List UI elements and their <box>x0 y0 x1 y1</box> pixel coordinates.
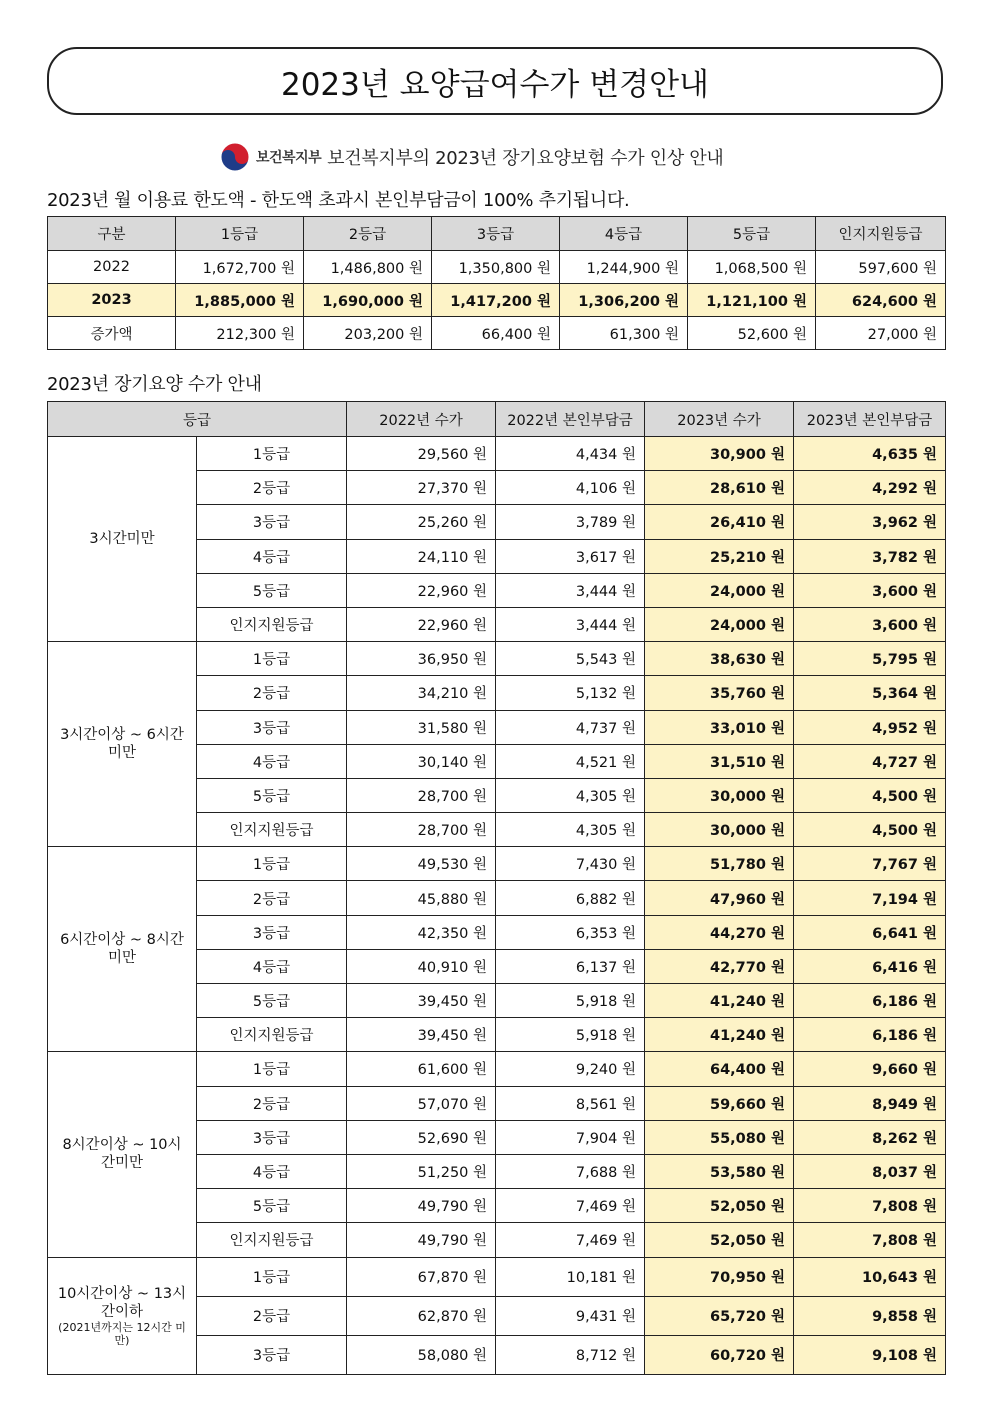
grade-cell: 3등급 <box>197 915 347 949</box>
column-header: 2023년 수가 <box>645 402 794 437</box>
amount-cell: 44,270 원 <box>645 915 794 949</box>
ministry-name: 보건복지부 <box>256 150 322 166</box>
amount-cell: 8,262 원 <box>794 1120 946 1154</box>
grade-cell: 인지지원등급 <box>197 1223 347 1257</box>
amount-cell: 39,450 원 <box>347 1018 496 1052</box>
duration-note: (2021년까지는 12시간 미만) <box>58 1320 186 1347</box>
grade-cell: 2등급 <box>197 1296 347 1335</box>
amount-cell: 47,960 원 <box>645 881 794 915</box>
amount-cell: 8,949 원 <box>794 1086 946 1120</box>
amount-cell: 57,070 원 <box>347 1086 496 1120</box>
amount-cell: 4,521 원 <box>496 744 645 778</box>
grade-cell: 1등급 <box>197 847 347 881</box>
duration-label: 3시간이상 ~ 6시간미만 <box>60 727 184 762</box>
monthly-limit-table <box>47 216 946 350</box>
grade-cell: 3등급 <box>197 505 347 539</box>
duration-group-label <box>48 1052 197 1257</box>
ministry-banner <box>220 140 724 174</box>
grade-cell: 인지지원등급 <box>197 813 347 847</box>
amount-cell: 30,000 원 <box>645 778 794 812</box>
title-box <box>47 47 943 115</box>
amount-cell: 62,870 원 <box>347 1296 496 1335</box>
table-row <box>48 437 946 471</box>
amount-cell: 41,240 원 <box>645 1018 794 1052</box>
amount-cell: 1,885,000 원 <box>176 284 304 317</box>
amount-cell: 26,410 원 <box>645 505 794 539</box>
row-label: 2022 <box>48 251 176 284</box>
grade-cell: 3등급 <box>197 1120 347 1154</box>
amount-cell: 33,010 원 <box>645 710 794 744</box>
table-row <box>48 251 946 284</box>
amount-cell: 4,292 원 <box>794 471 946 505</box>
column-header: 3등급 <box>432 217 560 251</box>
amount-cell: 22,960 원 <box>347 607 496 641</box>
column-header: 등급 <box>48 402 347 437</box>
amount-cell: 35,760 원 <box>645 676 794 710</box>
grade-cell: 1등급 <box>197 642 347 676</box>
amount-cell: 55,080 원 <box>645 1120 794 1154</box>
grade-cell: 1등급 <box>197 1052 347 1086</box>
amount-cell: 28,700 원 <box>347 813 496 847</box>
column-header: 5등급 <box>688 217 816 251</box>
amount-cell: 42,770 원 <box>645 949 794 983</box>
amount-cell: 38,630 원 <box>645 642 794 676</box>
amount-cell: 6,882 원 <box>496 881 645 915</box>
row-label: 2023 <box>48 284 176 317</box>
amount-cell: 66,400 원 <box>432 317 560 350</box>
grade-cell: 2등급 <box>197 881 347 915</box>
amount-cell: 4,952 원 <box>794 710 946 744</box>
amount-cell: 25,210 원 <box>645 539 794 573</box>
amount-cell: 5,132 원 <box>496 676 645 710</box>
amount-cell: 5,918 원 <box>496 984 645 1018</box>
amount-cell: 5,795 원 <box>794 642 946 676</box>
table-row <box>48 1052 946 1086</box>
amount-cell: 29,560 원 <box>347 437 496 471</box>
table-row <box>48 317 946 350</box>
amount-cell: 6,137 원 <box>496 949 645 983</box>
amount-cell: 61,600 원 <box>347 1052 496 1086</box>
duration-group-label <box>48 437 197 642</box>
taegeuk-emblem-icon <box>220 142 250 172</box>
amount-cell: 53,580 원 <box>645 1154 794 1188</box>
amount-cell: 52,600 원 <box>688 317 816 350</box>
grade-cell: 4등급 <box>197 949 347 983</box>
duration-label: 10시간이상 ~ 13시간이하 <box>57 1285 187 1320</box>
amount-cell: 30,000 원 <box>645 813 794 847</box>
amount-cell: 52,050 원 <box>645 1223 794 1257</box>
amount-cell: 59,660 원 <box>645 1086 794 1120</box>
amount-cell: 58,080 원 <box>347 1335 496 1374</box>
duration-label: 6시간이상 ~ 8시간미만 <box>60 932 184 967</box>
amount-cell: 1,672,700 원 <box>176 251 304 284</box>
amount-cell: 212,300 원 <box>176 317 304 350</box>
amount-cell: 7,469 원 <box>496 1223 645 1257</box>
table-row <box>48 847 946 881</box>
amount-cell: 30,140 원 <box>347 744 496 778</box>
amount-cell: 5,364 원 <box>794 676 946 710</box>
amount-cell: 9,240 원 <box>496 1052 645 1086</box>
amount-cell: 24,110 원 <box>347 539 496 573</box>
amount-cell: 1,244,900 원 <box>560 251 688 284</box>
amount-cell: 1,350,800 원 <box>432 251 560 284</box>
amount-cell: 7,767 원 <box>794 847 946 881</box>
amount-cell: 1,486,800 원 <box>304 251 432 284</box>
amount-cell: 1,068,500 원 <box>688 251 816 284</box>
amount-cell: 597,600 원 <box>816 251 946 284</box>
amount-cell: 8,561 원 <box>496 1086 645 1120</box>
grade-cell: 2등급 <box>197 471 347 505</box>
duration-group-label <box>48 847 197 1052</box>
amount-cell: 36,950 원 <box>347 642 496 676</box>
column-header: 2등급 <box>304 217 432 251</box>
amount-cell: 67,870 원 <box>347 1257 496 1296</box>
amount-cell: 7,808 원 <box>794 1189 946 1223</box>
amount-cell: 49,790 원 <box>347 1223 496 1257</box>
grade-cell: 5등급 <box>197 778 347 812</box>
amount-cell: 1,690,000 원 <box>304 284 432 317</box>
grade-cell: 5등급 <box>197 984 347 1018</box>
grade-cell: 2등급 <box>197 1086 347 1120</box>
grade-cell: 5등급 <box>197 1189 347 1223</box>
amount-cell: 8,712 원 <box>496 1335 645 1374</box>
amount-cell: 4,106 원 <box>496 471 645 505</box>
amount-cell: 51,780 원 <box>645 847 794 881</box>
duration-label: 8시간이상 ~ 10시간미만 <box>62 1137 182 1172</box>
grade-cell: 인지지원등급 <box>197 607 347 641</box>
amount-cell: 3,617 원 <box>496 539 645 573</box>
grade-cell: 인지지원등급 <box>197 1018 347 1052</box>
amount-cell: 1,121,100 원 <box>688 284 816 317</box>
amount-cell: 7,430 원 <box>496 847 645 881</box>
amount-cell: 5,543 원 <box>496 642 645 676</box>
amount-cell: 40,910 원 <box>347 949 496 983</box>
amount-cell: 31,510 원 <box>645 744 794 778</box>
amount-cell: 4,737 원 <box>496 710 645 744</box>
amount-cell: 42,350 원 <box>347 915 496 949</box>
amount-cell: 65,720 원 <box>645 1296 794 1335</box>
column-header: 1등급 <box>176 217 304 251</box>
amount-cell: 6,353 원 <box>496 915 645 949</box>
grade-cell: 3등급 <box>197 710 347 744</box>
amount-cell: 9,858 원 <box>794 1296 946 1335</box>
amount-cell: 24,000 원 <box>645 607 794 641</box>
amount-cell: 203,200 원 <box>304 317 432 350</box>
column-header: 인지지원등급 <box>816 217 946 251</box>
grade-cell: 1등급 <box>197 437 347 471</box>
amount-cell: 3,962 원 <box>794 505 946 539</box>
amount-cell: 28,700 원 <box>347 778 496 812</box>
amount-cell: 10,181 원 <box>496 1257 645 1296</box>
row-label: 증가액 <box>48 317 176 350</box>
amount-cell: 30,900 원 <box>645 437 794 471</box>
amount-cell: 39,450 원 <box>347 984 496 1018</box>
table-row <box>48 642 946 676</box>
amount-cell: 5,918 원 <box>496 1018 645 1052</box>
column-header: 2023년 본인부담금 <box>794 402 946 437</box>
page-title: 2023년 요양급여수가 변경안내 <box>280 66 709 103</box>
amount-cell: 22,960 원 <box>347 573 496 607</box>
amount-cell: 3,444 원 <box>496 607 645 641</box>
column-header: 4등급 <box>560 217 688 251</box>
amount-cell: 4,500 원 <box>794 813 946 847</box>
duration-group-label <box>48 1257 197 1374</box>
amount-cell: 10,643 원 <box>794 1257 946 1296</box>
amount-cell: 64,400 원 <box>645 1052 794 1086</box>
amount-cell: 28,610 원 <box>645 471 794 505</box>
amount-cell: 4,434 원 <box>496 437 645 471</box>
amount-cell: 3,782 원 <box>794 539 946 573</box>
amount-cell: 7,469 원 <box>496 1189 645 1223</box>
amount-cell: 52,690 원 <box>347 1120 496 1154</box>
amount-cell: 41,240 원 <box>645 984 794 1018</box>
amount-cell: 6,186 원 <box>794 984 946 1018</box>
amount-cell: 3,789 원 <box>496 505 645 539</box>
amount-cell: 49,790 원 <box>347 1189 496 1223</box>
grade-cell: 4등급 <box>197 539 347 573</box>
amount-cell: 4,635 원 <box>794 437 946 471</box>
amount-cell: 3,444 원 <box>496 573 645 607</box>
amount-cell: 4,305 원 <box>496 778 645 812</box>
amount-cell: 3,600 원 <box>794 573 946 607</box>
amount-cell: 27,370 원 <box>347 471 496 505</box>
ministry-notice: 보건복지부의 2023년 장기요양보험 수가 인상 안내 <box>327 148 724 169</box>
amount-cell: 6,641 원 <box>794 915 946 949</box>
grade-cell: 4등급 <box>197 1154 347 1188</box>
amount-cell: 24,000 원 <box>645 573 794 607</box>
duration-group-label <box>48 642 197 847</box>
amount-cell: 3,600 원 <box>794 607 946 641</box>
amount-cell: 25,260 원 <box>347 505 496 539</box>
amount-cell: 4,500 원 <box>794 778 946 812</box>
amount-cell: 9,431 원 <box>496 1296 645 1335</box>
amount-cell: 49,530 원 <box>347 847 496 881</box>
grade-cell: 2등급 <box>197 676 347 710</box>
amount-cell: 4,727 원 <box>794 744 946 778</box>
amount-cell: 7,688 원 <box>496 1154 645 1188</box>
amount-cell: 61,300 원 <box>560 317 688 350</box>
amount-cell: 624,600 원 <box>816 284 946 317</box>
amount-cell: 7,808 원 <box>794 1223 946 1257</box>
table-row <box>48 1257 946 1296</box>
amount-cell: 31,580 원 <box>347 710 496 744</box>
amount-cell: 1,417,200 원 <box>432 284 560 317</box>
grade-cell: 5등급 <box>197 573 347 607</box>
amount-cell: 7,904 원 <box>496 1120 645 1154</box>
fee-table <box>47 401 946 1375</box>
fee-heading: 2023년 장기요양 수가 안내 <box>47 374 262 395</box>
amount-cell: 6,416 원 <box>794 949 946 983</box>
column-header: 구분 <box>48 217 176 251</box>
amount-cell: 4,305 원 <box>496 813 645 847</box>
grade-cell: 4등급 <box>197 744 347 778</box>
amount-cell: 34,210 원 <box>347 676 496 710</box>
amount-cell: 1,306,200 원 <box>560 284 688 317</box>
table-row <box>48 284 946 317</box>
amount-cell: 70,950 원 <box>645 1257 794 1296</box>
duration-label: 3시간미만 <box>89 531 155 548</box>
amount-cell: 6,186 원 <box>794 1018 946 1052</box>
amount-cell: 7,194 원 <box>794 881 946 915</box>
amount-cell: 8,037 원 <box>794 1154 946 1188</box>
amount-cell: 51,250 원 <box>347 1154 496 1188</box>
column-header: 2022년 수가 <box>347 402 496 437</box>
grade-cell: 1등급 <box>197 1257 347 1296</box>
amount-cell: 52,050 원 <box>645 1189 794 1223</box>
amount-cell: 60,720 원 <box>645 1335 794 1374</box>
amount-cell: 27,000 원 <box>816 317 946 350</box>
monthly-limit-heading: 2023년 월 이용료 한도액 - 한도액 초과시 본인부담금이 100% 추기됩니다. <box>47 190 630 211</box>
grade-cell: 3등급 <box>197 1335 347 1374</box>
amount-cell: 9,660 원 <box>794 1052 946 1086</box>
amount-cell: 9,108 원 <box>794 1335 946 1374</box>
column-header: 2022년 본인부담금 <box>496 402 645 437</box>
amount-cell: 45,880 원 <box>347 881 496 915</box>
